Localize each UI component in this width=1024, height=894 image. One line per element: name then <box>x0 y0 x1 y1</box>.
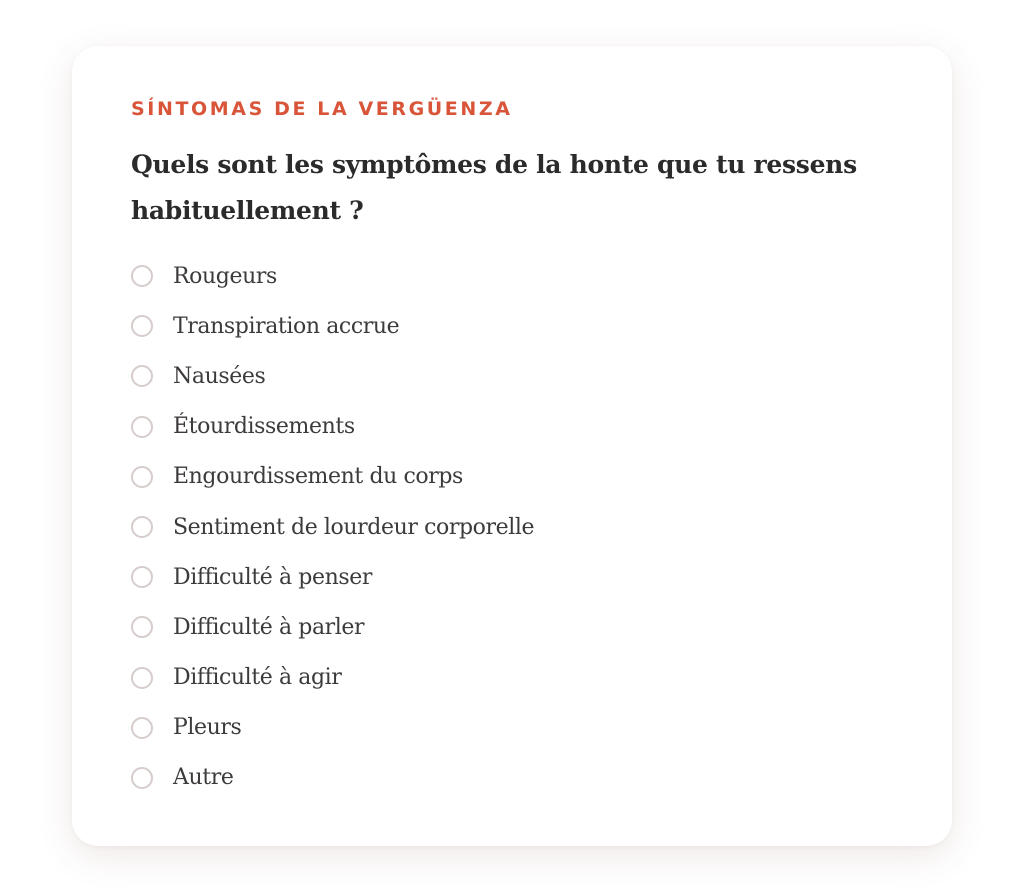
option-sentiment-de-lourdeur[interactable] <box>131 502 534 552</box>
option-transpiration-accrue[interactable] <box>131 301 534 351</box>
radio-button[interactable] <box>131 365 153 387</box>
question-card <box>72 46 952 846</box>
option-label: Transpiration accrue <box>173 313 400 339</box>
option-rougeurs[interactable] <box>131 251 534 301</box>
radio-button[interactable] <box>131 717 153 739</box>
options-list <box>131 251 534 803</box>
radio-button[interactable] <box>131 315 153 337</box>
radio-button[interactable] <box>131 767 153 789</box>
option-label: Difficulté à penser <box>173 564 372 590</box>
option-label: Nausées <box>173 363 266 389</box>
radio-button[interactable] <box>131 466 153 488</box>
section-eyebrow: SÍNTOMAS DE LA VERGÜENZA <box>131 98 513 120</box>
option-label: Autre <box>173 765 234 791</box>
option-label: Rougeurs <box>173 263 277 289</box>
radio-button[interactable] <box>131 516 153 538</box>
option-autre[interactable] <box>131 753 534 803</box>
question-title: Quels sont les symptômes de la honte que tu ressens habituellement ? <box>131 150 857 225</box>
option-difficulte-a-agir[interactable] <box>131 653 534 703</box>
option-label: Engourdissement du corps <box>173 464 463 490</box>
option-etourdissements[interactable] <box>131 402 534 452</box>
option-label: Difficulté à agir <box>173 665 342 691</box>
radio-button[interactable] <box>131 566 153 588</box>
option-label: Étourdissements <box>173 414 355 440</box>
option-difficulte-a-parler[interactable] <box>131 602 534 652</box>
radio-button[interactable] <box>131 265 153 287</box>
radio-button[interactable] <box>131 416 153 438</box>
option-pleurs[interactable] <box>131 703 534 753</box>
option-label: Pleurs <box>173 715 242 741</box>
radio-button[interactable] <box>131 616 153 638</box>
option-difficulte-a-penser[interactable] <box>131 552 534 602</box>
option-engourdissement-du-corps[interactable] <box>131 452 534 502</box>
radio-button[interactable] <box>131 667 153 689</box>
option-label: Difficulté à parler <box>173 614 365 640</box>
option-nausees[interactable] <box>131 351 534 401</box>
option-label: Sentiment de lourdeur corporelle <box>173 514 535 540</box>
